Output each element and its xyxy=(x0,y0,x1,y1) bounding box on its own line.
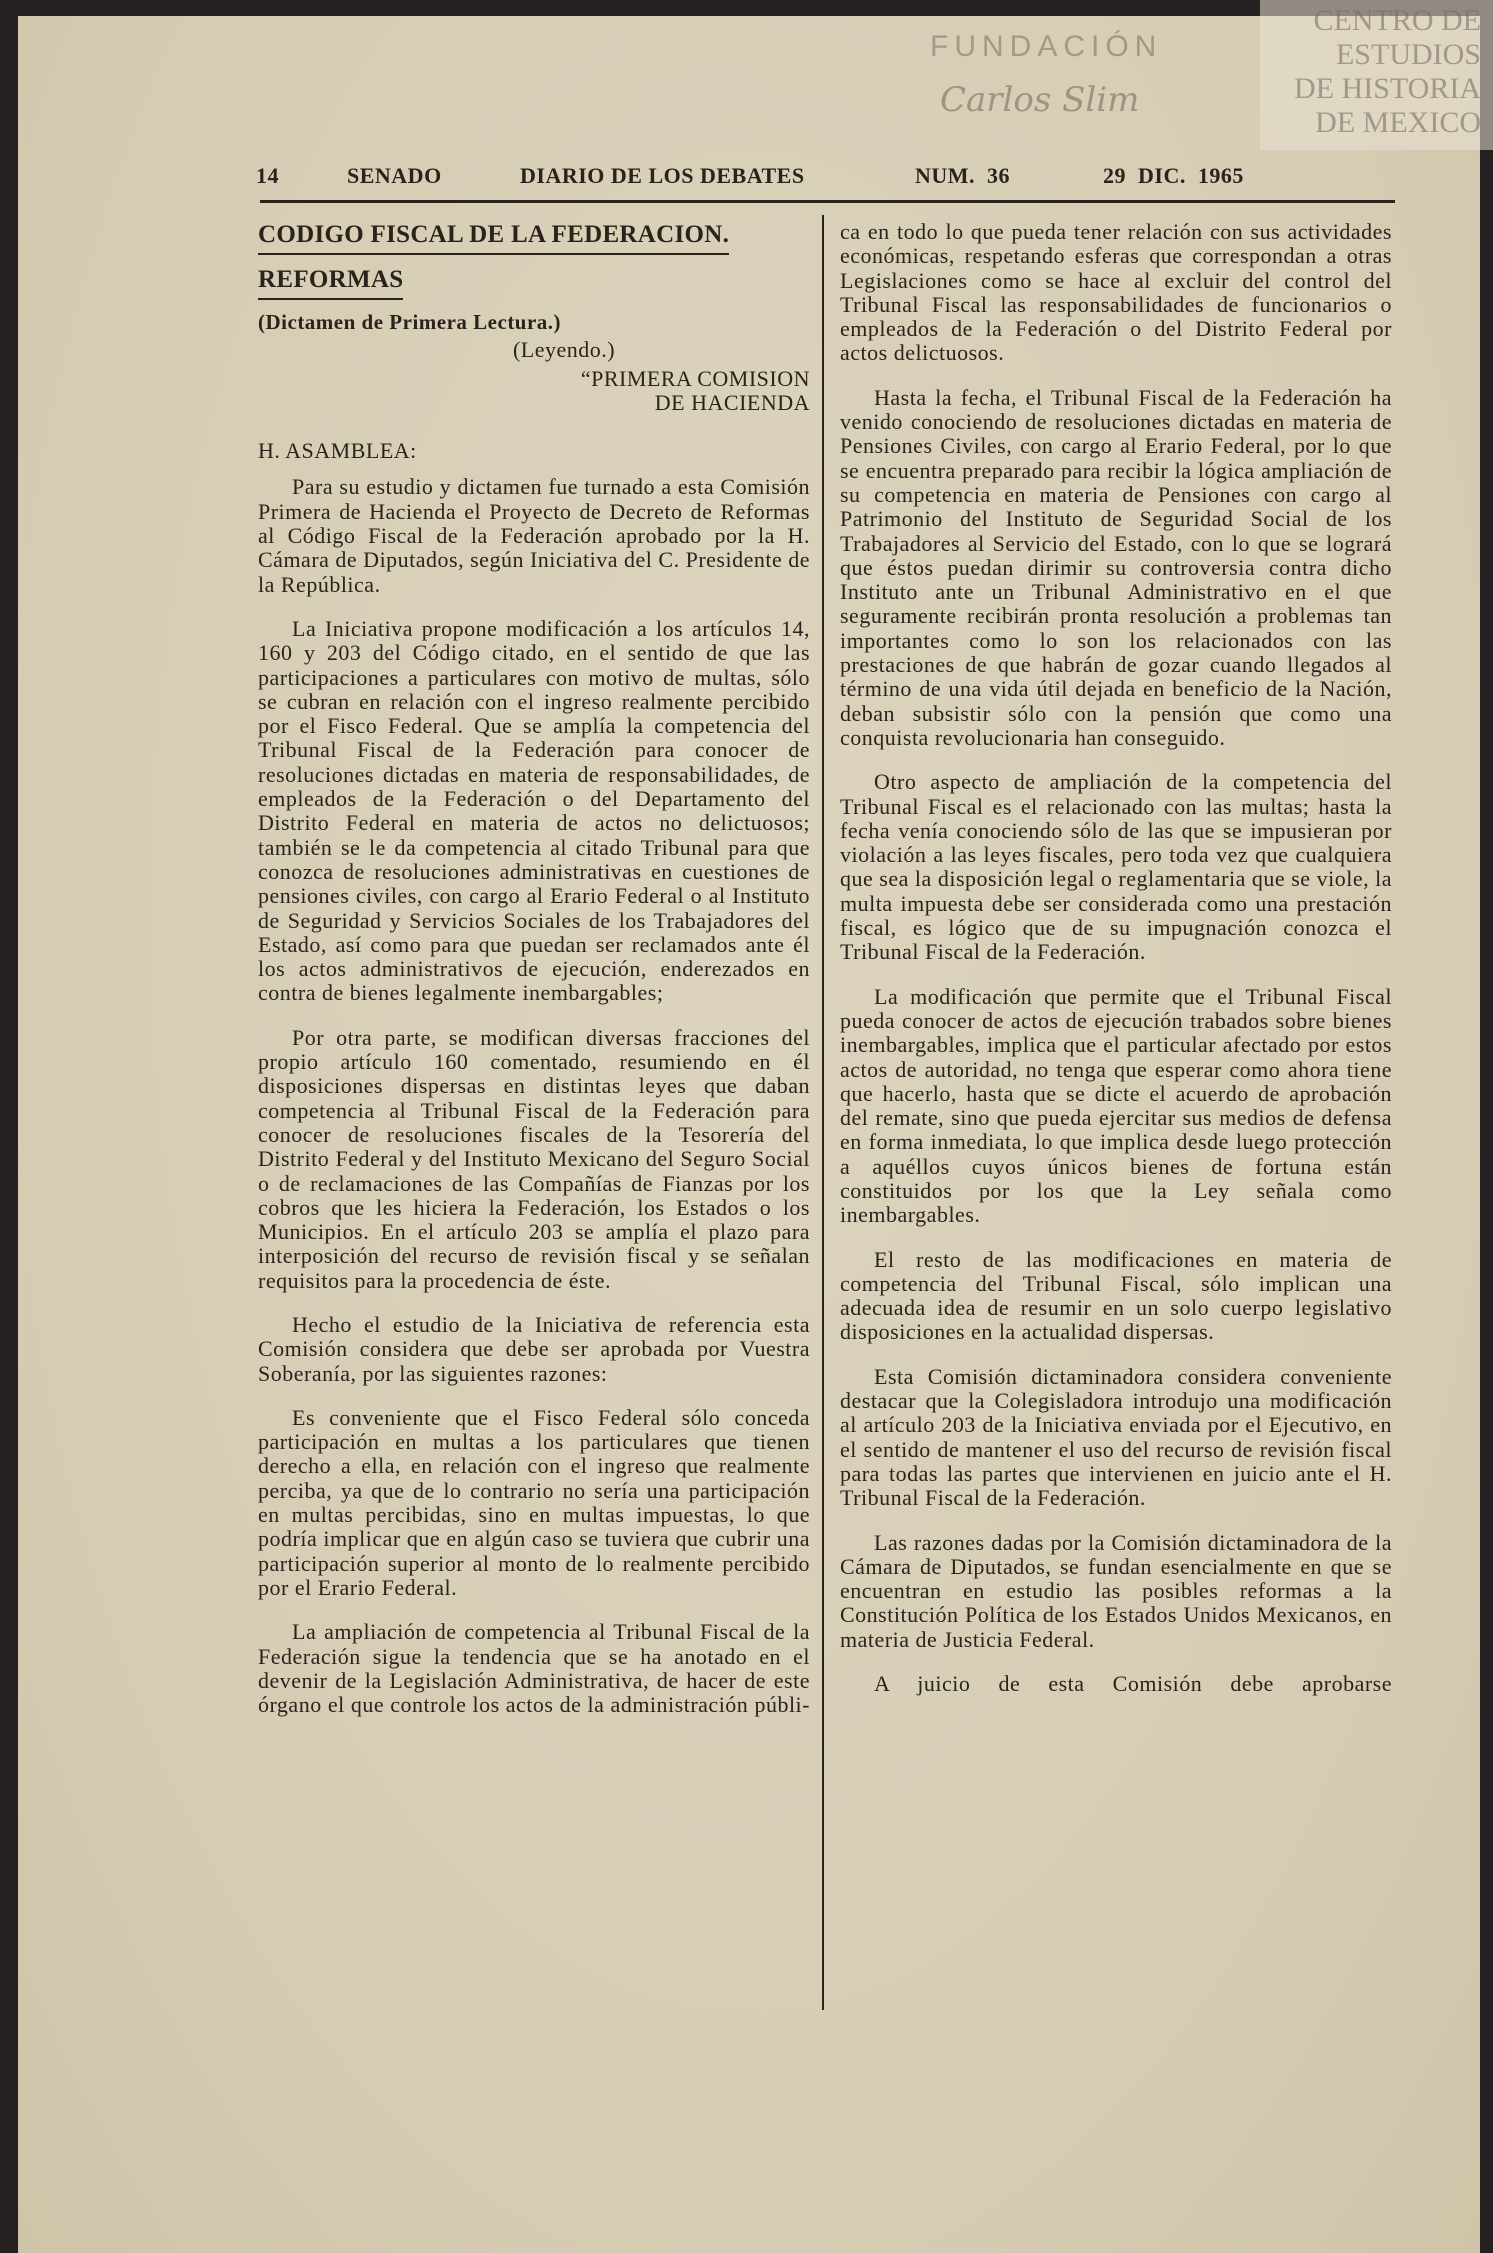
paragraph: Para su estudio y dictamen fue turnado a esta Comisión Primera de Hacienda el Proyecto de Decreto de Reformas al Código Fiscal de la Federación aprobado por la H. Cámara de Diputados, según Iniciativa del C. Presidente de la República. xyxy=(258,474,810,597)
article-title: CODIGO FISCAL DE LA FEDERACION. xyxy=(258,220,729,255)
paragraph: La modificación que permite que el Tribunal Fiscal pueda conocer de actos de ejecución trabados sobre bienes inembargables, implica que el particular afectado por estos actos de autoridad, no tenga que esperar como ahora tiene que hacerlo, hasta que se dicte el acuerdo de aprobación del remate, sino que pueda ejercitar sus medios de defensa en forma inmediata, lo que implica desde luego protección a aquéllos cuyos únicos bienes de fortuna están constituidos por los que la Ley señala como inembargables. xyxy=(840,983,1392,1228)
reading-note: (Leyendo.) xyxy=(512,337,616,363)
right-column xyxy=(840,220,1392,1716)
paragraph: Hasta la fecha, el Tribunal Fiscal de la Federación ha venido conociendo de resoluciones dictadas en materia de Pensiones Civiles, con cargo al Erario Federal, por lo que se encuentra preparado para recibir la lógica ampliación de su competencia en materia de Pensiones con cargo al Patrimonio del Instituto de Seguridad Social de los Trabajadores al Servicio del Estado, con lo que se logrará que éstos puedan dirimir su controversia contra dicho Instituto ante un Tribunal Administrativo en el que seguramente recibirán pronta resolución a problemas tan importantes como lo son los relacionados con las prestaciones de que habrán de gozar cuando llegados al término de una vida útil dejada en beneficio de la Nación, deban subsistir sólo con la pensión que como una conquista revolucionaria han conseguido. xyxy=(840,384,1392,750)
watermark-line: ESTUDIOS xyxy=(1335,38,1481,71)
watermark-signature: Carlos Slim xyxy=(940,80,1140,120)
header-chamber: SENADO xyxy=(347,163,442,188)
header-rule xyxy=(260,200,1395,203)
page-number: 14 xyxy=(256,163,279,188)
paragraph: Las razones dadas por la Comisión dictaminadora de la Cámara de Diputados, se fundan esencialmente en que se encuentran en estudio las posibles reformas a la Constitución Política de los Estados Unidos Mexicanos, en materia de Justicia Federal. xyxy=(840,1529,1392,1652)
header-number: NUM. 36 xyxy=(915,163,1011,188)
paragraph: El resto de las modificaciones en materia de competencia del Tribunal Fiscal, sólo implican una adecuada idea de resumir en un solo cuerpo legislativo disposiciones en la actualidad dispersas. xyxy=(840,1246,1392,1345)
paragraph: Es conveniente que el Fisco Federal sólo conceda participación en multas a los particulares que tienen derecho a ella, en relación con el ingreso que realmente perciba, ya que de lo contrario no sería una participación en multas percibidas, sino en multas impuestas, lo que podría implicar que en algún caso se tuviera que cubrir una participación superior al monto de lo realmente percibido por el Erario Federal. xyxy=(258,1404,810,1600)
paragraph: Hecho el estudio de la Iniciativa de referencia esta Comisión considera que debe ser aprobada por Vuestra Soberanía, por las siguientes razones: xyxy=(258,1311,810,1386)
paragraph: Esta Comisión dictaminadora considera conveniente destacar que la Colegisladora introdujo una modificación al artículo 203 de la Iniciativa enviada por el Ejecutivo, en el sentido de mantener el uso del recurso de revisión fiscal para todas las partes que intervienen en juicio ante el H. Tribunal Fiscal de la Federación. xyxy=(840,1363,1392,1511)
watermark-line: DE HISTORIA xyxy=(1294,72,1481,105)
paragraph: Por otra parte, se modifican diversas fracciones del propio artículo 160 comentado, resumiendo en él disposiciones dispersas en distintas leyes que daban competencia al Tribunal Fiscal de la Federación para conocer de resoluciones fiscales de la Tesorería del Distrito Federal y del Instituto Mexicano del Seguro Social o de reclamaciones de las Compañías de Fianzas por los cobros que les hiciera la Federación, los Estados o los Municipios. En el artículo 203 se amplía el plazo para interposición del recurso de revisión fiscal y se señalan requisitos para la procedencia de éste. xyxy=(258,1024,810,1293)
paragraph: A juicio de esta Comisión debe aprobarse xyxy=(874,1671,1392,1697)
committee-line-2: DE HACIENDA xyxy=(654,389,810,415)
watermark-line: DE MEXICO xyxy=(1315,106,1481,139)
header-publication: DIARIO DE LOS DEBATES xyxy=(520,163,805,188)
header-date: 29 DIC. 1965 xyxy=(1103,163,1244,188)
paragraph: ca en todo lo que pueda tener relación con sus actividades económicas, respetando esferas que correspondan a otras Legislaciones como se hace al excluir del control del Tribunal Fiscal las responsabilidades de funcionarios o empleados de la Federación o del Distrito Federal por actos delictuosos. xyxy=(840,219,1392,366)
dictamen-note: (Dictamen de Primera Lectura.) xyxy=(258,310,562,334)
committee-line-1: “PRIMERA COMISION xyxy=(580,365,810,391)
paragraph: La Iniciativa propone modificación a los artículos 14, 160 y 203 del Código citado, en el sentido de que las participaciones a particulares con motivo de multas, sólo se cubran en relación con el ingreso realmente percibido por el Fisco Federal. Que se amplía la competencia del Tribunal Fiscal de la Federación para conocer de resoluciones dictadas en materia de responsabilidades, de empleados de la Federación o del Departamento del Distrito Federal en materia de actos no delictuosos; también se le da competencia al citado Tribunal para que conozca de resoluciones administrativas en cuestiones de pensiones civiles, con cargo al Erario Federal o al Instituto de Seguridad y Servicios Sociales de los Trabajadores del Estado, así como para que puedan ser reclamados ante él los actos administrativos de ejecución, enderezados en contra de bienes legalmente inembargables; xyxy=(258,615,810,1006)
paragraph: Otro aspecto de ampliación de la competencia del Tribunal Fiscal es el relacionado con las multas; hasta la fecha venía conociendo sólo de las que se impusieran por violación a las leyes fiscales, pero toda vez que cualquiera que sea la disposición legal o reglamentaria que se viole, la multa impuesta debe ser considerada como una prestación fiscal, es lógico que de su impugnación conozca el Tribunal Fiscal de la Federación. xyxy=(840,769,1392,965)
watermark-foundation: FUNDACIÓN xyxy=(930,30,1163,63)
article-subtitle: REFORMAS xyxy=(258,265,403,300)
paragraph: La ampliación de competencia al Tribunal Fiscal de la Federación sigue la tendencia que se ha anotado en el devenir de la Legislación Administrativa, de hacer de este órgano el que controle los actos de la administración públi- xyxy=(258,1619,810,1718)
column-divider xyxy=(822,215,824,2010)
left-column xyxy=(258,220,810,1737)
watermark-line: CENTRO DE xyxy=(1313,4,1481,37)
salutation: H. ASAMBLEA: xyxy=(258,438,417,464)
